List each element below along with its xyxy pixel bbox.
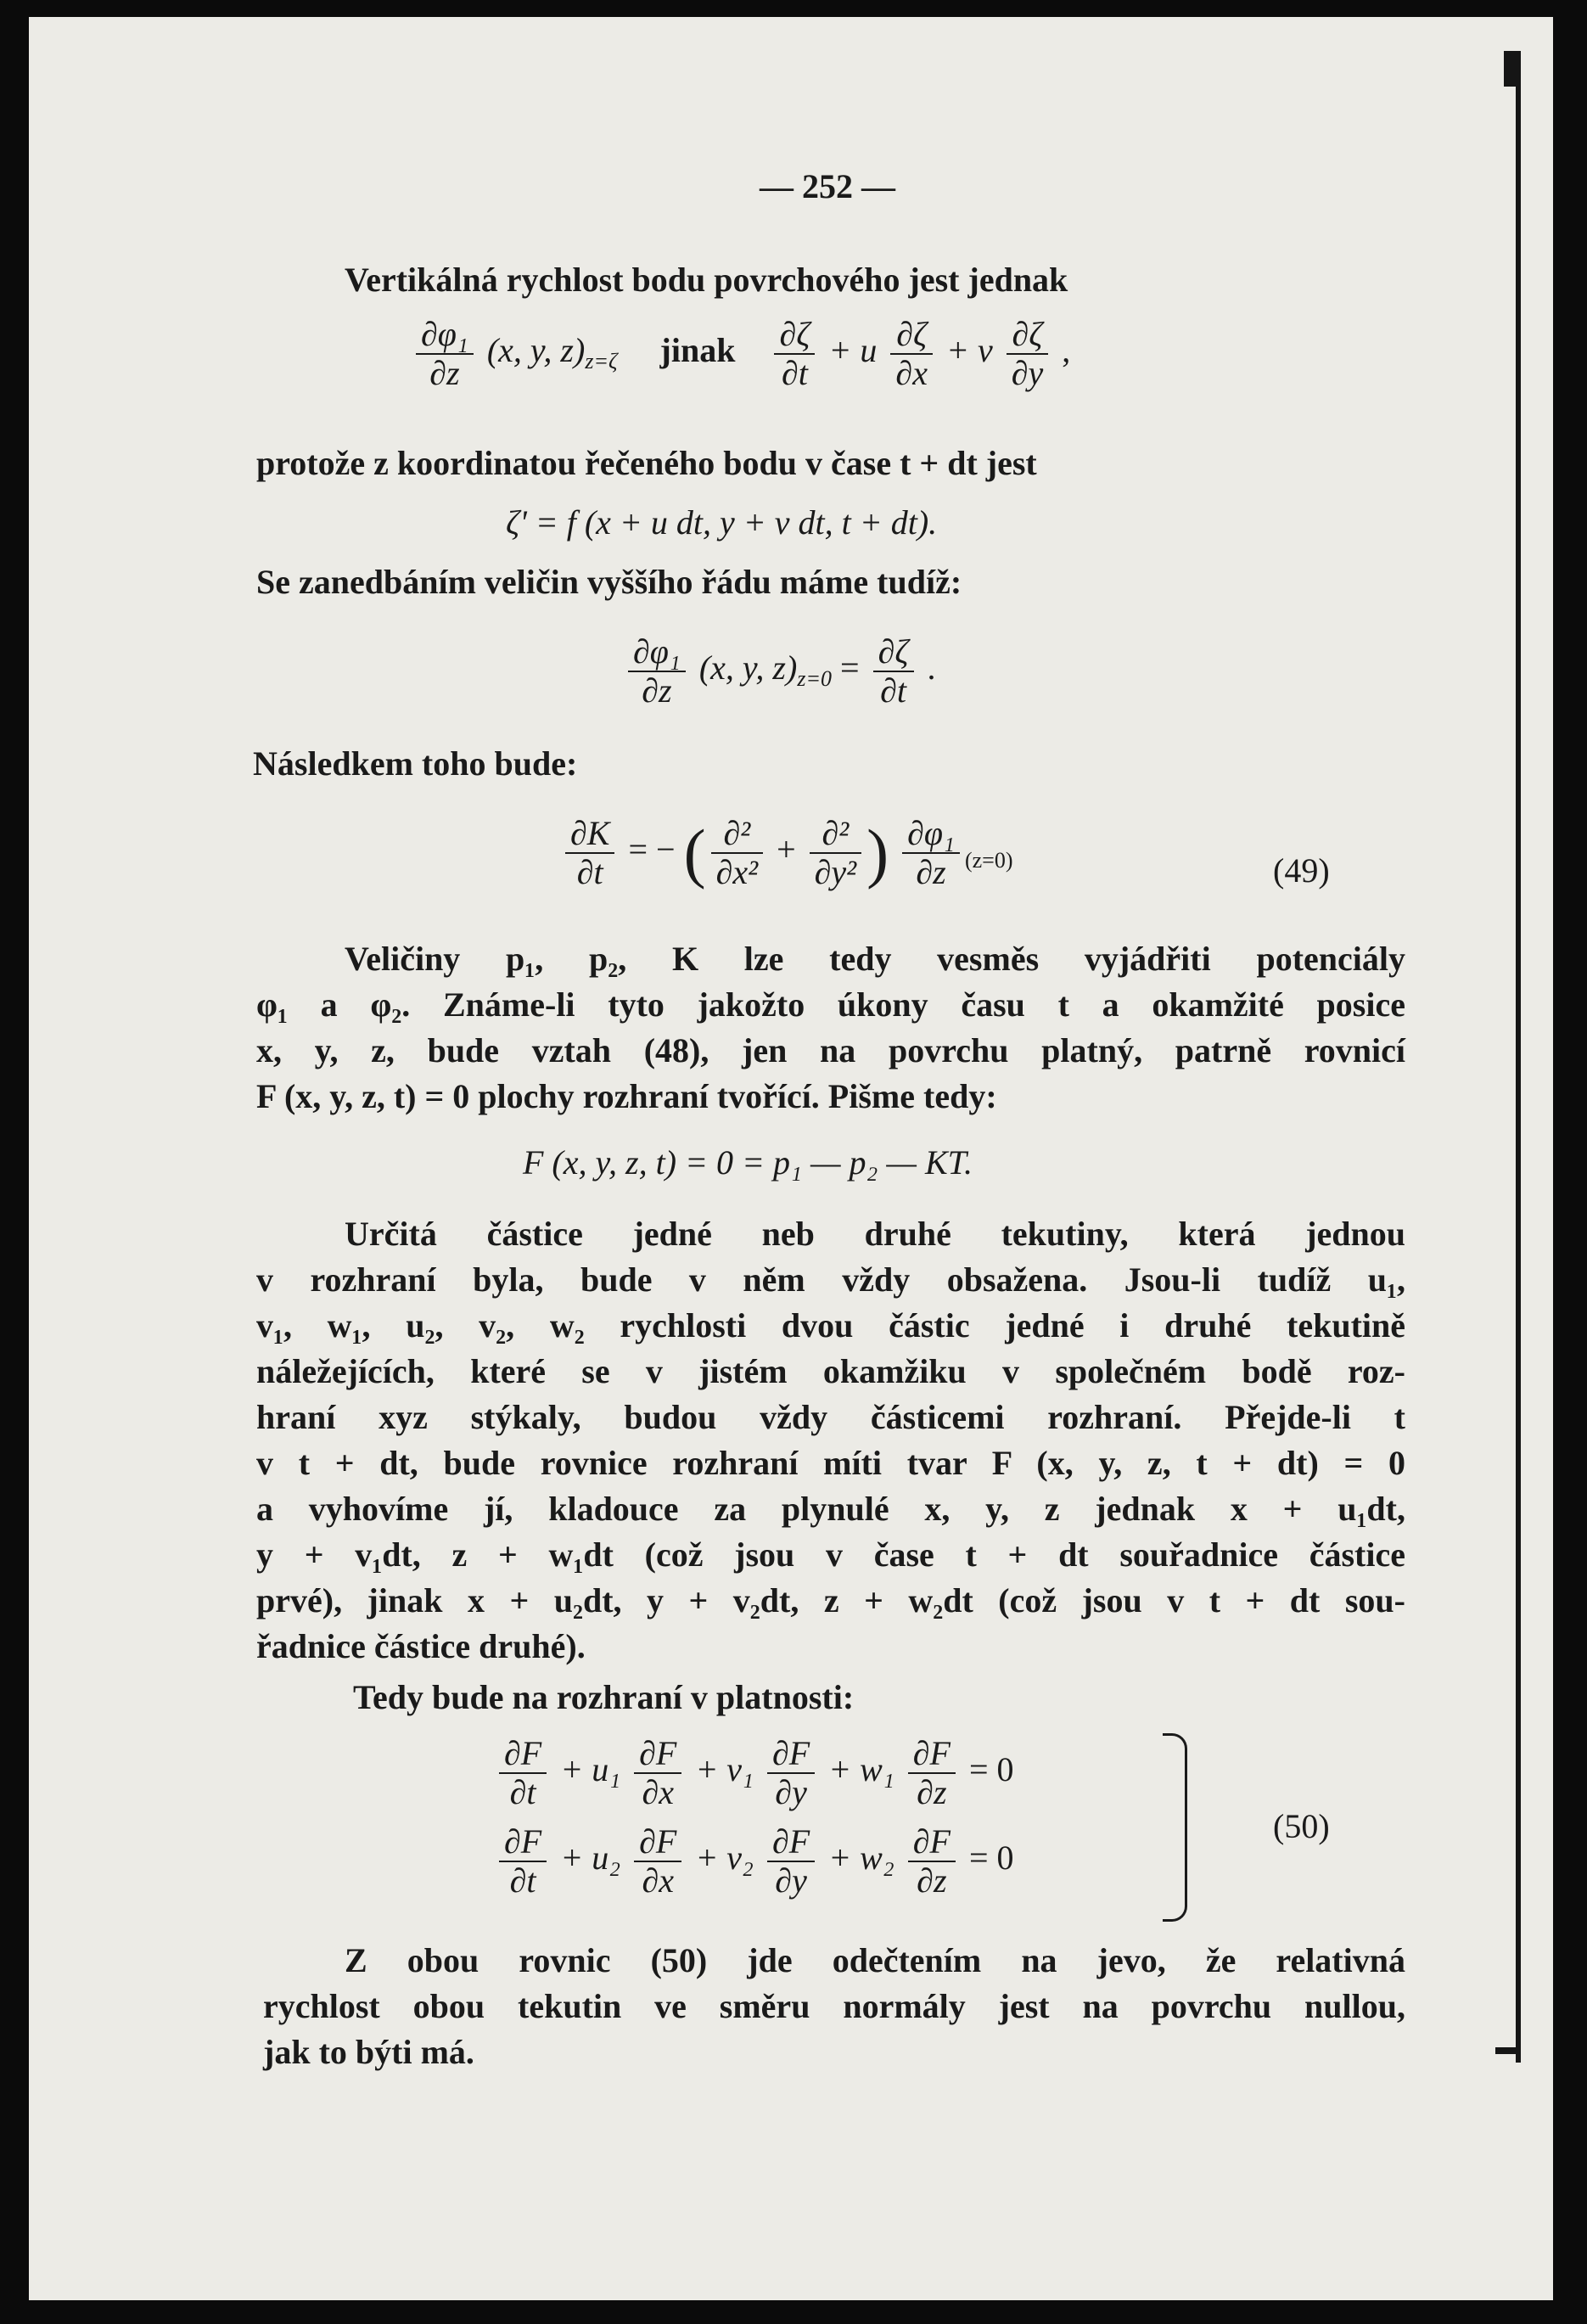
paragraph-6-line-4: náležejících, které se v jistém okamžiku v společném bodě roz- xyxy=(256,1352,1405,1390)
paragraph-2: protože z koordinatou řečeného bodu v čase t + dt jest xyxy=(256,444,1037,482)
paragraph-8-line-3: jak to býti má. xyxy=(263,2033,474,2071)
equation-50-row-1: $\frac{\partial F}{\partial t}$ + u₁ $\frac{\partial F}{\partial x}$ + v₁ $\frac{\partial F}{\partial y}$ + w₁ $\frac{\partial F}{\partial z}$ = 0 xyxy=(494,1735,1014,1811)
equation-number-50: (50) xyxy=(1273,1807,1330,1845)
equation-50-row-2: $\frac{\partial F}{\partial t}$ + u₂ $\frac{\partial F}{\partial x}$ + v₂ $\frac{\partial F}{\partial y}$ + w₂ $\frac{\partial F}{\partial z}$ = 0 xyxy=(494,1823,1014,1900)
paragraph-8-line-1: Z obou rovnic (50) jde odečtením na jevo, že relativná xyxy=(345,1941,1405,1979)
equation-49: $\frac{\partial K}{\partial t}$ = − ( $\frac{\text{∂²}}{\text{∂x²}}$ + $\frac{\text{∂²}}{\text{∂y²}}$ ) $\frac{\text{∂φ₁}}{\partial z}$ $_{(z=0)}$ xyxy=(560,815,1012,891)
paragraph-6-line-3: v₁, w₁, u₂, v₂, w₂ rychlosti dvou částic jedné i druhé tekutině xyxy=(256,1306,1405,1344)
paragraph-7: Tedy bude na rozhraní v platnosti: xyxy=(353,1678,855,1716)
equation-velocity: $\frac{\text{∂φ₁}}{\partial z}$ (x, y, $z)_{z=\zeta}$ jinak $\frac{\partial\zeta}{\partial t}$ + u $\frac{\partial\zeta}{\partial x}$ + v $\frac{\partial\zeta}{\partial y}$ , xyxy=(411,316,1070,392)
equation-zeta-prime: ζ' = f (x + u dt, y + v dt, t + dt). xyxy=(506,503,938,542)
book-page xyxy=(29,17,1553,2300)
paragraph-1: Vertikálná rychlost bodu povrchového jest jednak xyxy=(345,261,1068,299)
paragraph-6-line-7: a vyhovíme jí, kladouce za plynulé x, y, z jednak x + u₁dt, xyxy=(256,1490,1405,1528)
paragraph-3: Se zanedbáním veličin vyššího řádu máme tudíž: xyxy=(256,563,962,601)
equation-boundary: $\frac{\text{∂φ₁}}{\partial z}$ (x, y, $z)_{z=0}$ = $\frac{\partial\zeta}{\partial t}$ . xyxy=(623,633,936,710)
binding-mark xyxy=(1504,51,1521,87)
paragraph-6-line-2: v rozhraní byla, bude v něm vždy obsažena. Jsou-li tudíž u₁, xyxy=(256,1260,1405,1299)
equation-number-49: (49) xyxy=(1273,851,1330,890)
equation-surface: F (x, y, z, t) = 0 = p₁ — p₂ — KT. xyxy=(523,1143,973,1182)
paragraph-6-line-10: řadnice částice druhé). xyxy=(256,1627,586,1665)
page-number: — 252 — xyxy=(760,167,895,205)
equation-50-brace xyxy=(1163,1733,1187,1922)
paragraph-6-line-8: y + v₁dt, z + w₁dt (což jsou v čase t + dt souřadnice částice xyxy=(256,1535,1405,1574)
paragraph-6-line-1: Určitá částice jedné neb druhé tekutiny, která jednou xyxy=(345,1215,1405,1253)
paragraph-5-line-4: F (x, y, z, t) = 0 plochy rozhraní tvořící. Pišme tedy: xyxy=(256,1077,997,1115)
paragraph-4: Následkem toho bude: xyxy=(253,744,578,783)
page-edge-rule xyxy=(1516,85,1521,2063)
page-edge-foot xyxy=(1495,2047,1521,2054)
paragraph-5-line-1: Veličiny p₁, p₂, K lze tedy vesměs vyjádřiti potenciály xyxy=(345,940,1405,978)
paragraph-8-line-2: rychlost obou tekutin ve směru normály jest na povrchu nullou, xyxy=(263,1987,1405,2025)
paragraph-6-line-9: prvé), jinak x + u₂dt, y + v₂dt, z + w₂dt (což jsou v t + dt sou- xyxy=(256,1581,1405,1620)
paragraph-6-line-5: hraní xyz stýkaly, budou vždy částicemi rozhraní. Přejde-li t xyxy=(256,1398,1405,1436)
paragraph-6-line-6: v t + dt, bude rovnice rozhraní míti tvar F (x, y, z, t + dt) = 0 xyxy=(256,1444,1405,1482)
paragraph-5-line-3: x, y, z, bude vztah (48), jen na povrchu platný, patrně rovnicí xyxy=(256,1031,1405,1069)
paragraph-5-line-2: φ₁ a φ₂. Známe-li tyto jakožto úkony času t a okamžité posice xyxy=(256,985,1405,1024)
